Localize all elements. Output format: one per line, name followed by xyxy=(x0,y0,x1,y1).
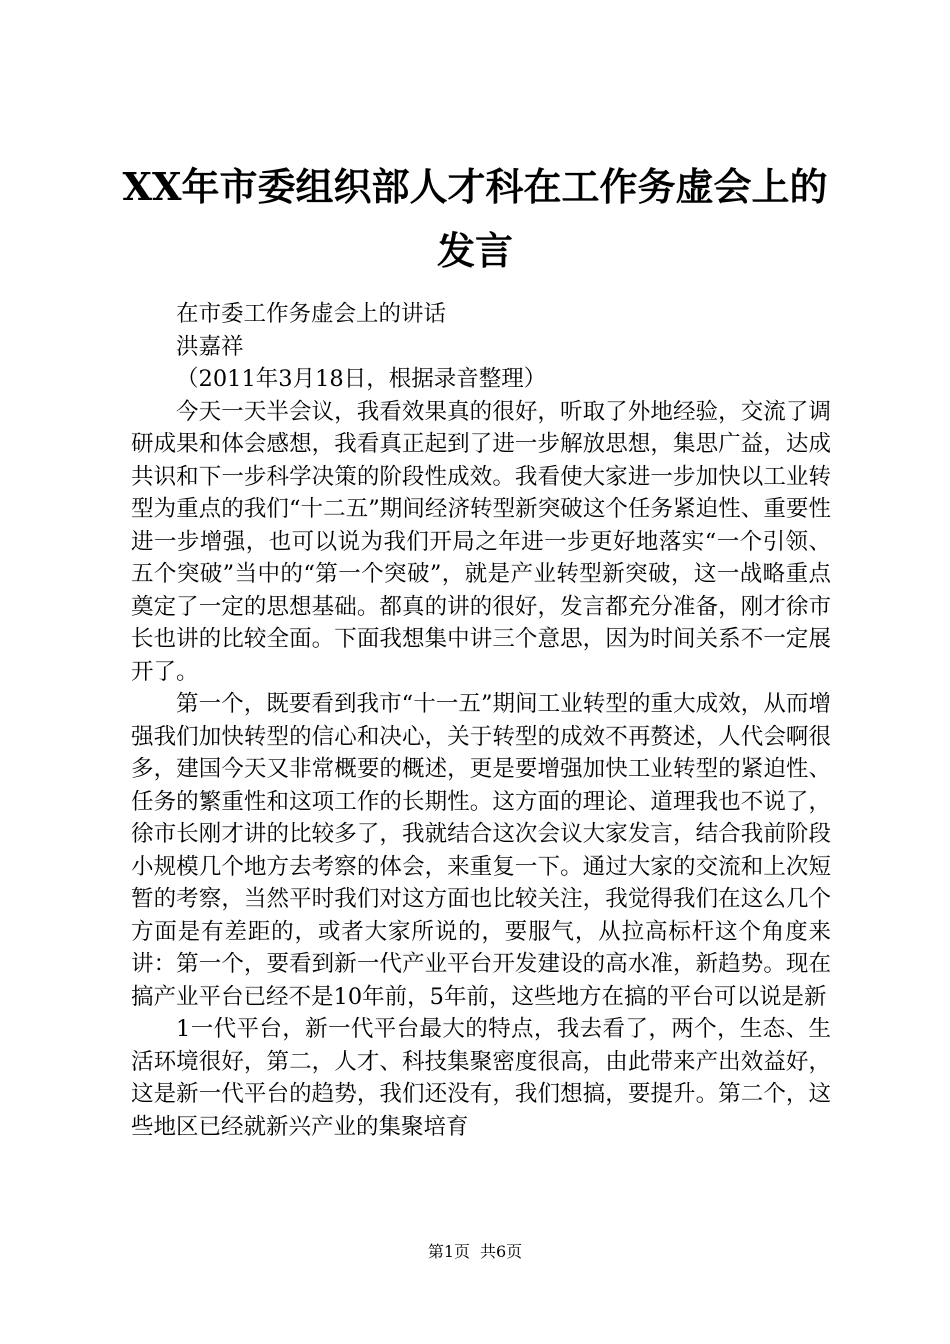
date-note: （2011年3月18日，根据录音整理） xyxy=(176,366,547,392)
page-number: 第1页 xyxy=(427,1242,470,1261)
document-body xyxy=(131,298,831,1143)
subtitle-speech: 在市委工作务虚会上的讲话 xyxy=(176,301,447,327)
body-paragraph: 第一个，既要看到我市“十一五”期间工业转型的重大成效，从而增强我们加快转型的信心和决心，关于转型的成效不再赘述，人代会啊很多，建国今天又非常概要的概述，更是要增强加快工业转型的紧迫性、任务的繁重性和这项工作的长期性。这方面的理论、道理我也不说了，徐市长刚才讲的比较多了，我就结合这次会议大家发言，结合我前阶段小规模几个地方去考察的体会，来重复一下。通过大家的交流和上次短暂的考察，当然平时我们对这方面也比较关注，我觉得我们在这么几个方面是有差距的，或者大家所说的，要服气，从拉高标杆这个角度来讲：第一个，要看到新一代产业平台开发建设的高水准，新趋势。现在搞产业平台已经不是10年前，5年前，这些地方在搞的平台可以说是新 xyxy=(131,691,831,1010)
document-title: XX年市委组织部人才科在工作务虚会上的发言 xyxy=(122,164,828,273)
body-paragraph: 1一代平台，新一代平台最大的特点，我去看了，两个，生态、生活环境很好，第二，人才、科技集聚密度很高，由此带来产出效益好，这是新一代平台的趋势，我们还没有，我们想搞，要提升。第二个，这些地区已经就新兴产业的集聚培育 xyxy=(131,1016,831,1140)
author-name: 洪嘉祥 xyxy=(176,333,244,360)
body-paragraph: 今天一天半会议，我看效果真的很好，听取了外地经验，交流了调研成果和体会感想，我看真正起到了进一步解放思想，集思广益，达成共识和下一步科学决策的阶段性成效。我看使大家进一步加快以工业转型为重点的我们“十二五”期间经济转型新突破这个任务紧迫性、重要性进一步增强，也可以说为我们开局之年进一步更好地落实“一个引领、五个突破”当中的“第一个突破”，就是产业转型新突破，这一战略重点奠定了一定的思想基础。都真的讲的很好，发言都充分准备，刚才徐市长也讲的比较全面。下面我想集中讲三个意思，因为时间关系不一定展开了。 xyxy=(131,398,831,685)
page-footer xyxy=(0,1240,950,1264)
page-total: 共6页 xyxy=(480,1242,523,1261)
